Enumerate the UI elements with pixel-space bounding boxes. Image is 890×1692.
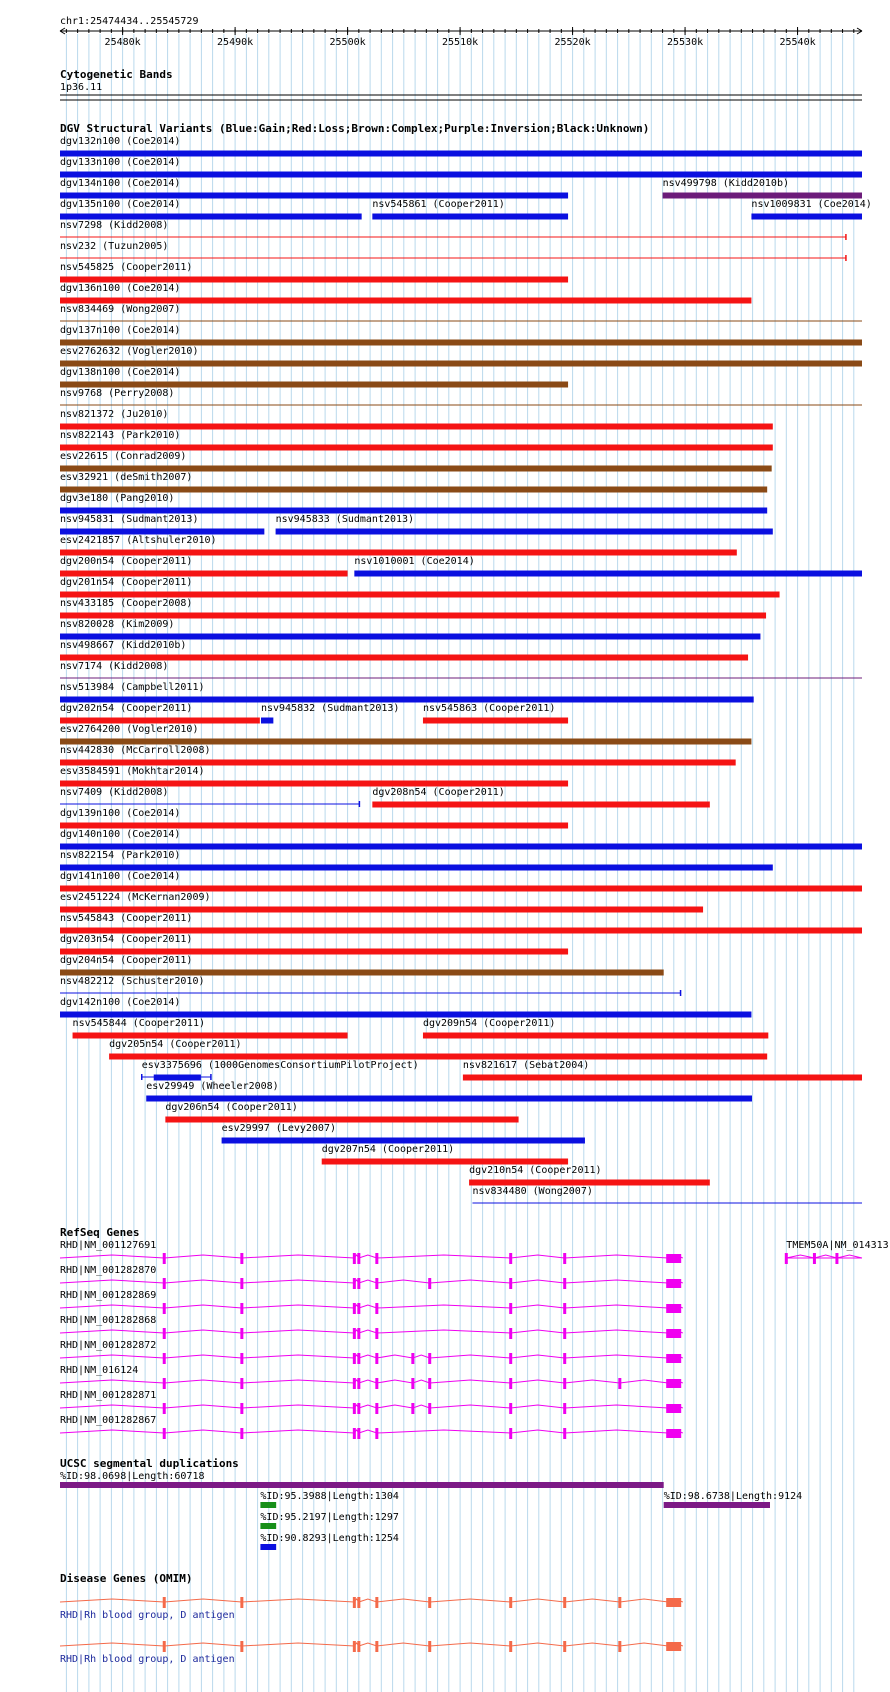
- dgv-feature-label: dgv210n54 (Cooper2011): [469, 1165, 602, 1176]
- dgv-variant-bar: [423, 1033, 768, 1039]
- refseq-gene-intron: [60, 1430, 683, 1433]
- refseq-gene-label: RHD|NM_016124: [60, 1365, 139, 1376]
- segdup-label: %ID:98.6738|Length:9124: [663, 1491, 803, 1502]
- dgv-variant-bar: [60, 760, 736, 766]
- omim-gene-intron: [60, 1643, 683, 1646]
- segdup-label: %ID:98.0698|Length:60718: [60, 1471, 205, 1482]
- omim-gene-exon: [357, 1597, 360, 1608]
- refseq-gene-exon: [428, 1278, 431, 1289]
- ruler-tick-label: 25540k: [779, 37, 816, 48]
- dgv-variant-bar: [261, 718, 273, 724]
- omim-gene-exon: [509, 1597, 512, 1608]
- refseq-gene-exon: [428, 1403, 431, 1414]
- dgv-variant-bar: [60, 340, 862, 346]
- dgv-variant-bar: [60, 655, 748, 661]
- dgv-feature-label: esv32921 (deSmith2007): [60, 472, 193, 483]
- refseq-gene-exon: [357, 1428, 360, 1439]
- dgv-features: [60, 136, 872, 1203]
- refseq-gene-exon: [509, 1403, 512, 1414]
- refseq-gene-exon: [563, 1278, 566, 1289]
- refseq-gene-exon: [353, 1278, 356, 1289]
- dgv-feature-label: nsv945831 (Sudmant2013): [60, 514, 199, 525]
- omim-gene-exon: [357, 1641, 360, 1652]
- omim-track-title[interactable]: Disease Genes (OMIM): [60, 1572, 193, 1585]
- refseq-gene-exon: [163, 1428, 166, 1439]
- refseq-gene-exon: [357, 1278, 360, 1289]
- refseq-gene-exon: [563, 1378, 566, 1389]
- refseq-gene-exon: [353, 1253, 356, 1264]
- refseq-gene-exon: [375, 1253, 378, 1264]
- refseq-gene-intron: [60, 1380, 683, 1383]
- refseq-gene-exon: [618, 1378, 621, 1389]
- refseq-gene-exon: [428, 1378, 431, 1389]
- refseq-gene-exon: [509, 1378, 512, 1389]
- refseq-gene-exon-utr: [666, 1404, 681, 1413]
- ruler-tick-label: 25530k: [667, 37, 704, 48]
- refseq-gene-exon: [509, 1328, 512, 1339]
- refseq-gene-exon: [357, 1403, 360, 1414]
- dgv-variant-bar: [146, 1096, 752, 1102]
- refseq-gene-exon: [163, 1353, 166, 1364]
- dgv-variant-bar: [60, 928, 862, 934]
- refseq-gene-exon: [509, 1278, 512, 1289]
- segdup-track: [60, 1457, 802, 1550]
- dgv-variant-bar: [60, 1012, 751, 1018]
- refseq-gene-exon: [240, 1328, 243, 1339]
- segdup-track-title[interactable]: UCSC segmental duplications: [60, 1457, 239, 1470]
- segdup-bar: [260, 1523, 276, 1529]
- refseq-gene-exon: [357, 1378, 360, 1389]
- dgv-feature-label: dgv135n100 (Coe2014): [60, 199, 181, 210]
- dgv-variant-bar: [60, 844, 862, 850]
- dgv-feature-label: nsv7174 (Kidd2008): [60, 661, 169, 672]
- dgv-feature-label: esv2762632 (Vogler2010): [60, 346, 199, 357]
- dgv-track-title[interactable]: DGV Structural Variants (Blue:Gain;Red:Loss;Brown:Complex;Purple:Inversion;Black:Unknown): [60, 122, 650, 135]
- refseq-gene-exon: [563, 1428, 566, 1439]
- refseq-gene-exon: [563, 1403, 566, 1414]
- dgv-feature-label: dgv209n54 (Cooper2011): [422, 1018, 556, 1029]
- cytoband-label: 1p36.11: [60, 82, 103, 93]
- refseq-gene-exon: [563, 1303, 566, 1314]
- refseq-gene-exon: [375, 1353, 378, 1364]
- dgv-feature-label: nsv821617 (Sebat2004): [462, 1060, 590, 1071]
- vertical-gridlines: [66, 34, 853, 1692]
- refseq-gene-exon: [428, 1353, 431, 1364]
- dgv-variant-bar: [60, 865, 773, 871]
- dgv-variant-bar: [354, 571, 862, 577]
- dgv-variant-bar: [60, 949, 568, 955]
- omim-gene-exon: [375, 1641, 378, 1652]
- refseq-gene-exon: [240, 1278, 243, 1289]
- dgv-feature-label: dgv3e180 (Pang2010): [60, 493, 175, 504]
- dgv-feature-label: nsv499798 (Kidd2010b): [662, 178, 790, 189]
- dgv-variant-bar: [154, 1075, 201, 1081]
- refseq-gene-exon: [163, 1303, 166, 1314]
- dgv-feature-label: nsv482212 (Schuster2010): [60, 976, 205, 987]
- dgv-feature-label: nsv498667 (Kidd2010b): [60, 640, 187, 651]
- dgv-feature-label: esv29949 (Wheeler2008): [146, 1081, 279, 1092]
- refseq-gene-exon: [411, 1353, 414, 1364]
- refseq-gene-exon-utr: [666, 1429, 681, 1438]
- dgv-track: [60, 122, 872, 1203]
- dgv-feature-label: dgv137n100 (Coe2014): [60, 325, 181, 336]
- refseq-gene-exon: [375, 1428, 378, 1439]
- dgv-feature-label: nsv545861 (Cooper2011): [372, 199, 505, 210]
- dgv-feature-label: dgv200n54 (Cooper2011): [60, 556, 193, 567]
- dgv-feature-label: dgv139n100 (Coe2014): [60, 808, 181, 819]
- refseq-gene-intron: [60, 1355, 683, 1358]
- dgv-feature-label: dgv132n100 (Coe2014): [60, 136, 181, 147]
- dgv-feature-label: dgv201n54 (Cooper2011): [60, 577, 193, 588]
- refseq-gene-exon-utr: [666, 1329, 681, 1338]
- dgv-feature-label: nsv433185 (Cooper2008): [60, 598, 193, 609]
- dgv-feature-label: dgv134n100 (Coe2014): [60, 178, 181, 189]
- refseq-gene-exon: [357, 1253, 360, 1264]
- dgv-feature-label: nsv834469 (Wong2007): [60, 304, 181, 315]
- segdup-bar: [260, 1502, 276, 1508]
- refseq-features: [60, 1240, 889, 1439]
- refseq-gene-exon: [163, 1253, 166, 1264]
- dgv-variant-bar: [60, 151, 862, 157]
- refseq-gene-exon: [240, 1353, 243, 1364]
- dgv-feature-label: nsv945832 (Sudmant2013): [260, 703, 400, 714]
- dgv-variant-bar: [663, 193, 862, 199]
- refseq-gene-exon: [163, 1328, 166, 1339]
- dgv-feature-label: nsv7298 (Kidd2008): [60, 220, 169, 231]
- dgv-variant-bar: [322, 1159, 568, 1165]
- dgv-variant-bar: [60, 592, 780, 598]
- omim-gene-exon: [563, 1641, 566, 1652]
- dgv-feature-label: dgv208n54 (Cooper2011): [372, 787, 505, 798]
- dgv-variant-bar: [60, 361, 862, 367]
- refseq-gene-exon: [240, 1403, 243, 1414]
- dgv-feature-label: nsv822143 (Park2010): [60, 430, 181, 441]
- dgv-feature-label: dgv136n100 (Coe2014): [60, 283, 181, 294]
- dgv-feature-label: esv3584591 (Mokhtar2014): [60, 766, 205, 777]
- refseq-track-title[interactable]: RefSeq Genes: [60, 1226, 140, 1239]
- dgv-feature-label: dgv203n54 (Cooper2011): [60, 934, 193, 945]
- dgv-feature-label: nsv545863 (Cooper2011): [422, 703, 556, 714]
- refseq-gene-exon: [509, 1353, 512, 1364]
- refseq-gene-label: RHD|NM_001282867: [60, 1415, 157, 1426]
- dgv-feature-label: esv29997 (Levy2007): [221, 1123, 336, 1134]
- refseq-gene-exon: [375, 1303, 378, 1314]
- dgv-variant-bar: [60, 613, 766, 619]
- dgv-variant-bar: [60, 466, 772, 472]
- dgv-feature-label: nsv822154 (Park2010): [60, 850, 181, 861]
- dgv-feature-label: esv22615 (Conrad2009): [60, 451, 187, 462]
- refseq-gene-exon: [353, 1378, 356, 1389]
- dgv-variant-bar: [60, 970, 664, 976]
- refseq-gene-exon-utr: [666, 1354, 681, 1363]
- dgv-feature-label: dgv206n54 (Cooper2011): [165, 1102, 298, 1113]
- dgv-feature-label: dgv141n100 (Coe2014): [60, 871, 181, 882]
- dgv-variant-bar: [60, 697, 754, 703]
- refseq-gene-exon: [509, 1253, 512, 1264]
- dgv-variant-bar: [222, 1138, 585, 1144]
- dgv-feature-label: nsv820028 (Kim2009): [60, 619, 175, 630]
- dgv-variant-bar: [60, 886, 862, 892]
- refseq-gene-exon-utr: [666, 1279, 681, 1288]
- ruler-tick-label: 25510k: [442, 37, 479, 48]
- refseq-gene-exon-utr: [666, 1379, 681, 1388]
- refseq-gene-exon: [240, 1428, 243, 1439]
- dgv-feature-label: nsv945833 (Sudmant2013): [275, 514, 415, 525]
- omim-track: [60, 1572, 683, 1665]
- omim-gene-exon: [428, 1597, 431, 1608]
- dgv-variant-bar: [60, 193, 568, 199]
- dgv-feature-label: nsv1010001 (Coe2014): [354, 556, 475, 567]
- refseq-gene-label: RHD|NM_001127691: [60, 1240, 157, 1251]
- dgv-variant-bar: [60, 445, 773, 451]
- omim-gene-exon: [163, 1597, 166, 1608]
- dgv-feature-label: esv2451224 (McKernan2009): [60, 892, 211, 903]
- dgv-variant-bar: [109, 1054, 767, 1060]
- dgv-variant-bar: [165, 1117, 518, 1123]
- omim-gene-exon-utr: [666, 1642, 681, 1651]
- segdup-features: [60, 1471, 802, 1550]
- omim-gene-label: RHD|Rh blood group, D antigen: [60, 1654, 235, 1665]
- dgv-feature-label: nsv513984 (Campbell2011): [60, 682, 205, 693]
- refseq-gene-label: RHD|NM_001282871: [60, 1390, 157, 1401]
- segdup-bar: [260, 1544, 276, 1550]
- refseq-gene-intron: [60, 1255, 683, 1258]
- refseq-track: [60, 1226, 889, 1439]
- dgv-variant-bar: [60, 508, 767, 514]
- refseq-gene-exon: [357, 1303, 360, 1314]
- refseq-gene-exon: [509, 1428, 512, 1439]
- refseq-gene-exon: [375, 1328, 378, 1339]
- dgv-feature-label: dgv207n54 (Cooper2011): [321, 1144, 455, 1155]
- omim-gene-intron: [60, 1599, 683, 1602]
- dgv-feature-label: dgv204n54 (Cooper2011): [60, 955, 193, 966]
- dgv-variant-bar: [463, 1075, 862, 1081]
- segdup-label: %ID:90.8293|Length:1254: [260, 1533, 399, 1544]
- dgv-feature-label: nsv821372 (Ju2010): [60, 409, 169, 420]
- refseq-gene-exon: [163, 1278, 166, 1289]
- refseq-gene-exon-utr: [666, 1304, 681, 1313]
- refseq-gene-intron: [60, 1280, 683, 1283]
- ruler-tick-label: 25490k: [217, 37, 254, 48]
- refseq-gene-exon-utr: [666, 1254, 681, 1263]
- dgv-feature-label: dgv133n100 (Coe2014): [60, 157, 181, 168]
- refseq-gene-exon: [240, 1253, 243, 1264]
- dgv-variant-bar: [372, 802, 709, 808]
- dgv-variant-bar: [60, 634, 760, 640]
- refseq-gene-exon: [357, 1328, 360, 1339]
- omim-gene-exon: [353, 1597, 356, 1608]
- refseq-gene-exon: [563, 1328, 566, 1339]
- dgv-feature-label: nsv232 (Tuzun2005): [60, 241, 169, 252]
- dgv-variant-bar: [60, 571, 348, 577]
- refseq-gene-exon: [353, 1328, 356, 1339]
- omim-gene-exon: [163, 1641, 166, 1652]
- refseq-gene-label: RHD|NM_001282870: [60, 1265, 157, 1276]
- dgv-feature-label: nsv545843 (Cooper2011): [60, 913, 193, 924]
- refseq-gene-exon: [411, 1378, 414, 1389]
- dgv-variant-bar: [276, 529, 773, 535]
- dgv-feature-label: dgv202n54 (Cooper2011): [60, 703, 193, 714]
- refseq-gene-exon: [375, 1403, 378, 1414]
- refseq-gene-label: TMEM50A|NM_014313: [786, 1240, 889, 1251]
- dgv-feature-label: nsv1009831 (Coe2014): [751, 199, 872, 210]
- ruler-tick-label: 25520k: [554, 37, 591, 48]
- refseq-gene-intron: [60, 1405, 683, 1408]
- dgv-feature-label: nsv9768 (Perry2008): [60, 388, 175, 399]
- refseq-gene-exon: [353, 1303, 356, 1314]
- segdup-label: %ID:95.2197|Length:1297: [260, 1512, 399, 1523]
- dgv-feature-label: nsv442830 (McCarroll2008): [60, 745, 211, 756]
- dgv-feature-label: dgv140n100 (Coe2014): [60, 829, 181, 840]
- refseq-gene-exon: [240, 1303, 243, 1314]
- refseq-gene-label: RHD|NM_001282868: [60, 1315, 157, 1326]
- dgv-variant-bar: [60, 382, 568, 388]
- dgv-variant-bar: [60, 529, 264, 535]
- omim-gene-exon: [353, 1641, 356, 1652]
- dgv-feature-label: esv2421857 (Altshuler2010): [60, 535, 217, 546]
- omim-gene-exon: [428, 1641, 431, 1652]
- dgv-feature-label: esv2764200 (Vogler2010): [60, 724, 199, 735]
- dgv-variant-bar: [60, 550, 737, 556]
- dgv-feature-label: dgv142n100 (Coe2014): [60, 997, 181, 1008]
- omim-gene-exon: [375, 1597, 378, 1608]
- dgv-variant-bar: [372, 214, 568, 220]
- refseq-gene-intron: [60, 1330, 683, 1333]
- refseq-gene-intron: [60, 1305, 683, 1308]
- refseq-gene-exon: [163, 1403, 166, 1414]
- dgv-variant-bar: [60, 907, 703, 913]
- dgv-feature-label: nsv545844 (Cooper2011): [72, 1018, 206, 1029]
- omim-gene-exon: [240, 1641, 243, 1652]
- refseq-gene-label: RHD|NM_001282872: [60, 1340, 157, 1351]
- dgv-variant-bar: [60, 739, 751, 745]
- dgv-variant-bar: [60, 172, 862, 178]
- dgv-variant-bar: [60, 781, 568, 787]
- dgv-variant-bar: [60, 277, 568, 283]
- dgv-feature-label: dgv205n54 (Cooper2011): [109, 1039, 242, 1050]
- refseq-gene-label: RHD|NM_001282869: [60, 1290, 157, 1301]
- omim-gene-exon: [618, 1597, 621, 1608]
- segment-label: chr1:25474434..25545729: [60, 16, 199, 27]
- omim-gene-exon: [509, 1641, 512, 1652]
- refseq-gene-exon: [353, 1428, 356, 1439]
- dgv-feature-label: nsv545825 (Cooper2011): [60, 262, 193, 273]
- dgv-variant-bar: [60, 214, 362, 220]
- omim-gene-exon: [563, 1597, 566, 1608]
- refseq-gene-exon: [411, 1403, 414, 1414]
- dgv-feature-label: nsv7409 (Kidd2008): [60, 787, 169, 798]
- dgv-variant-bar: [60, 718, 260, 724]
- refseq-gene-exon: [375, 1378, 378, 1389]
- refseq-gene-exon: [375, 1278, 378, 1289]
- refseq-gene-exon: [563, 1253, 566, 1264]
- dgv-variant-bar: [60, 298, 751, 304]
- dgv-feature-label: nsv834480 (Wong2007): [472, 1186, 593, 1197]
- dgv-feature-label: dgv138n100 (Coe2014): [60, 367, 181, 378]
- omim-gene-exon: [618, 1641, 621, 1652]
- omim-features: [60, 1597, 683, 1665]
- refseq-gene-exon: [785, 1253, 788, 1264]
- cytoband-track-title[interactable]: Cytogenetic Bands: [60, 68, 173, 81]
- dgv-variant-bar: [60, 424, 773, 430]
- dgv-variant-bar: [751, 214, 862, 220]
- dgv-feature-label: esv3375696 (1000GenomesConsortiumPilotProject): [141, 1060, 419, 1071]
- omim-gene-exon-utr: [666, 1598, 681, 1607]
- ruler-tick-label: 25500k: [329, 37, 366, 48]
- refseq-gene-exon: [563, 1353, 566, 1364]
- dgv-variant-bar: [60, 487, 767, 493]
- segdup-bar: [664, 1502, 770, 1508]
- dgv-variant-bar: [469, 1180, 710, 1186]
- refseq-gene-exon: [357, 1353, 360, 1364]
- dgv-variant-bar: [423, 718, 568, 724]
- refseq-gene-exon: [353, 1403, 356, 1414]
- segdup-bar: [60, 1482, 664, 1488]
- omim-gene-exon: [240, 1597, 243, 1608]
- omim-gene-label: RHD|Rh blood group, D antigen: [60, 1610, 235, 1621]
- refseq-gene-exon: [163, 1378, 166, 1389]
- segdup-label: %ID:95.3988|Length:1304: [260, 1491, 399, 1502]
- refseq-gene-exon: [353, 1353, 356, 1364]
- ruler-tick-label: 25480k: [104, 37, 141, 48]
- refseq-gene-exon: [240, 1378, 243, 1389]
- refseq-gene-exon: [509, 1303, 512, 1314]
- dgv-variant-bar: [73, 1033, 348, 1039]
- dgv-variant-bar: [60, 823, 568, 829]
